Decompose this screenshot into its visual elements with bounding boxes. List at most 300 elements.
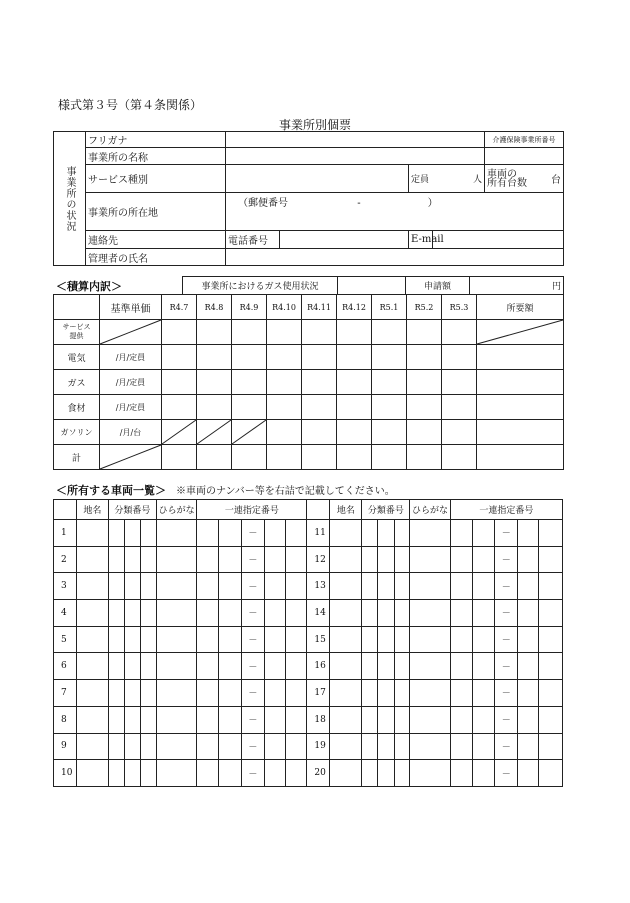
serial-no-cell[interactable]: [264, 546, 285, 573]
region-cell[interactable]: [330, 653, 362, 680]
calc-table: [53, 294, 564, 470]
serial-no-cell[interactable]: [518, 520, 539, 547]
serial-no-dash: －: [495, 546, 518, 573]
class-no-cell[interactable]: [124, 520, 141, 547]
phone-field[interactable]: [280, 231, 409, 249]
serial-no-cell[interactable]: [538, 706, 562, 733]
calc-cell[interactable]: [407, 345, 442, 370]
month-header-r4-8: R4.8: [197, 295, 232, 320]
serial-no-cell[interactable]: [450, 680, 472, 707]
class-no-cell[interactable]: [394, 546, 410, 573]
serial-no-cell[interactable]: [285, 733, 307, 760]
calc-cell[interactable]: [232, 445, 267, 470]
serial-no-cell[interactable]: [219, 733, 242, 760]
class-no-cell[interactable]: [124, 760, 141, 787]
vehicle-row: [54, 626, 563, 653]
serial-no-dash: －: [241, 653, 264, 680]
care-insurance-no-field[interactable]: [485, 148, 564, 165]
serial-no-cell[interactable]: [472, 680, 495, 707]
calc-cell[interactable]: [267, 370, 302, 395]
serial-no-cell[interactable]: [264, 520, 285, 547]
serial-no-cell[interactable]: [518, 760, 539, 787]
vehicle-row: [54, 520, 563, 547]
address-label: 事業所の所在地: [86, 193, 226, 231]
class-no-cell[interactable]: [141, 733, 157, 760]
serial-no-cell[interactable]: [285, 680, 307, 707]
vehicle-row-number: 19: [307, 733, 330, 760]
serial-no-cell[interactable]: [472, 600, 495, 627]
hiragana-cell[interactable]: [410, 546, 451, 573]
class-no-cell[interactable]: [394, 573, 410, 600]
region-cell[interactable]: [76, 706, 108, 733]
hiragana-cell[interactable]: [156, 520, 197, 547]
calc-cell[interactable]: [302, 395, 337, 420]
capacity-label: 定員: [409, 165, 433, 193]
hiragana-cell[interactable]: [410, 733, 451, 760]
class-no-cell[interactable]: [141, 546, 157, 573]
office-name-field[interactable]: [226, 148, 485, 165]
class-no-cell[interactable]: [141, 573, 157, 600]
class-no-cell[interactable]: [109, 520, 125, 547]
hiragana-cell[interactable]: [156, 600, 197, 627]
class-no-cell[interactable]: [394, 653, 410, 680]
region-cell[interactable]: [76, 520, 108, 547]
diagonal-line: [477, 320, 563, 344]
class-no-cell[interactable]: [141, 706, 157, 733]
calc-cell[interactable]: [197, 395, 232, 420]
email-field[interactable]: [433, 231, 564, 249]
serial-no-cell[interactable]: [472, 760, 495, 787]
serial-no-cell[interactable]: [538, 653, 562, 680]
calc-cell[interactable]: [337, 320, 372, 345]
class-no-cell[interactable]: [109, 600, 125, 627]
vehicle-count-unit: 台: [513, 165, 564, 193]
calc-heading: ＜積算内訳＞: [56, 280, 122, 293]
gas-usage-label: 事業所におけるガス使用状況: [183, 277, 338, 295]
serial-no-dash: －: [495, 733, 518, 760]
calc-cell[interactable]: [302, 420, 337, 445]
calc-cell[interactable]: [232, 345, 267, 370]
month-header-r4-7: R4.7: [162, 295, 197, 320]
region-cell[interactable]: [76, 680, 108, 707]
calc-cell[interactable]: [477, 370, 564, 395]
gas-usage-field[interactable]: [338, 277, 406, 295]
serial-no-cell[interactable]: [450, 706, 472, 733]
class-no-cell[interactable]: [109, 680, 125, 707]
serial-no-cell[interactable]: [264, 760, 285, 787]
serial-no-cell[interactable]: [450, 520, 472, 547]
region-cell[interactable]: [76, 573, 108, 600]
calc-cell[interactable]: [267, 345, 302, 370]
gas-unit: /月/定員: [100, 370, 162, 395]
hiragana-cell[interactable]: [410, 626, 451, 653]
hiragana-cell[interactable]: [410, 680, 451, 707]
class-no-cell[interactable]: [394, 600, 410, 627]
serial-no-cell[interactable]: [219, 626, 242, 653]
calc-cell[interactable]: [232, 395, 267, 420]
class-no-cell[interactable]: [109, 760, 125, 787]
class-no-cell[interactable]: [141, 626, 157, 653]
region-cell[interactable]: [76, 733, 108, 760]
calc-cell[interactable]: [442, 445, 477, 470]
serial-no-cell[interactable]: [197, 626, 219, 653]
region-cell[interactable]: [330, 733, 362, 760]
serial-no-cell[interactable]: [472, 546, 495, 573]
serial-no-dash: －: [241, 706, 264, 733]
calc-cell[interactable]: [232, 320, 267, 345]
serial-no-cell[interactable]: [264, 733, 285, 760]
region-cell[interactable]: [330, 573, 362, 600]
class-no-cell[interactable]: [141, 600, 157, 627]
vehicle-row: [54, 733, 563, 760]
serial-no-cell[interactable]: [219, 600, 242, 627]
serial-no-dash: －: [495, 706, 518, 733]
serial-no-cell[interactable]: [197, 760, 219, 787]
hiragana-cell[interactable]: [410, 706, 451, 733]
serial-no-dash: －: [495, 653, 518, 680]
hiragana-cell[interactable]: [410, 520, 451, 547]
class-no-cell[interactable]: [109, 733, 125, 760]
serial-no-cell[interactable]: [518, 653, 539, 680]
gasoline-slash-cell: [162, 420, 197, 445]
hiragana-cell[interactable]: [156, 653, 197, 680]
serial-no-cell[interactable]: [219, 520, 242, 547]
vehicle-table: [53, 499, 563, 787]
class-no-cell[interactable]: [362, 653, 378, 680]
serial-no-cell[interactable]: [197, 600, 219, 627]
calc-cell[interactable]: [337, 395, 372, 420]
region-cell[interactable]: [76, 546, 108, 573]
serial-no-cell[interactable]: [538, 520, 562, 547]
region-cell[interactable]: [76, 653, 108, 680]
region-cell[interactable]: [330, 760, 362, 787]
region-cell[interactable]: [76, 760, 108, 787]
calc-cell[interactable]: [302, 370, 337, 395]
serial-no-cell[interactable]: [264, 626, 285, 653]
region-cell[interactable]: [76, 626, 108, 653]
serial-no-cell[interactable]: [518, 546, 539, 573]
serial-no-cell[interactable]: [450, 546, 472, 573]
calc-cell[interactable]: [267, 320, 302, 345]
class-no-cell[interactable]: [378, 706, 395, 733]
address-field[interactable]: [226, 210, 564, 231]
manager-name-field[interactable]: [226, 249, 564, 266]
class-no-cell[interactable]: [362, 600, 378, 627]
row-label-service: [54, 320, 100, 345]
serial-no-cell[interactable]: [219, 706, 242, 733]
serial-no-cell[interactable]: [197, 680, 219, 707]
postal-code-field[interactable]: [226, 193, 564, 210]
calc-cell[interactable]: [337, 445, 372, 470]
request-amount-field[interactable]: [470, 277, 564, 295]
class-no-cell[interactable]: [124, 680, 141, 707]
serial-no-cell[interactable]: [264, 706, 285, 733]
serial-no-cell[interactable]: [264, 600, 285, 627]
vehicle-row-number: 17: [307, 680, 330, 707]
serial-no-cell[interactable]: [472, 706, 495, 733]
serial-no-cell[interactable]: [518, 706, 539, 733]
hiragana-cell[interactable]: [156, 626, 197, 653]
vehicle-row-number: 3: [54, 573, 77, 600]
serial-no-cell[interactable]: [518, 626, 539, 653]
region-cell[interactable]: [330, 680, 362, 707]
serial-no-cell[interactable]: [450, 653, 472, 680]
calc-cell[interactable]: [372, 445, 407, 470]
vehicle-row-number: 9: [54, 733, 77, 760]
hiragana-header: ひらがな: [410, 500, 451, 520]
class-no-cell[interactable]: [124, 573, 141, 600]
hiragana-cell[interactable]: [156, 760, 197, 787]
calc-cell[interactable]: [407, 370, 442, 395]
calc-cell[interactable]: [372, 420, 407, 445]
calc-cell[interactable]: [302, 445, 337, 470]
class-no-header: 分類番号: [362, 500, 410, 520]
calc-cell[interactable]: [477, 395, 564, 420]
class-no-cell[interactable]: [378, 733, 395, 760]
serial-no-cell[interactable]: [285, 573, 307, 600]
postal-dash: -: [357, 197, 361, 209]
serial-no-cell[interactable]: [285, 600, 307, 627]
vehicle-row-number: 5: [54, 626, 77, 653]
serial-no-cell[interactable]: [197, 520, 219, 547]
calc-cell[interactable]: [162, 395, 197, 420]
hiragana-cell[interactable]: [156, 706, 197, 733]
serial-no-cell[interactable]: [197, 546, 219, 573]
serial-no-cell[interactable]: [450, 573, 472, 600]
calc-cell[interactable]: [267, 420, 302, 445]
calc-cell[interactable]: [407, 320, 442, 345]
calc-cell[interactable]: [162, 370, 197, 395]
hiragana-cell[interactable]: [156, 573, 197, 600]
class-no-cell[interactable]: [124, 600, 141, 627]
serial-no-cell[interactable]: [472, 733, 495, 760]
diagonal-line: [100, 320, 161, 344]
request-amount-unit: 円: [551, 282, 561, 292]
serial-no-cell[interactable]: [538, 733, 562, 760]
class-no-cell[interactable]: [124, 733, 141, 760]
month-header-r4-9: R4.9: [232, 295, 267, 320]
class-no-cell[interactable]: [141, 680, 157, 707]
serial-no-cell[interactable]: [538, 600, 562, 627]
calc-cell[interactable]: [372, 320, 407, 345]
serial-no-cell[interactable]: [285, 626, 307, 653]
class-no-cell[interactable]: [362, 733, 378, 760]
gasoline-unit: /月/台: [100, 420, 162, 445]
calc-cell[interactable]: [407, 445, 442, 470]
serial-no-cell[interactable]: [518, 600, 539, 627]
calc-cell[interactable]: [407, 420, 442, 445]
serial-no-cell[interactable]: [518, 680, 539, 707]
serial-no-cell[interactable]: [538, 680, 562, 707]
month-header-r4-12: R4.12: [337, 295, 372, 320]
class-no-cell[interactable]: [378, 600, 395, 627]
serial-no-cell[interactable]: [472, 626, 495, 653]
hiragana-header: ひらがな: [156, 500, 197, 520]
class-no-cell[interactable]: [109, 706, 125, 733]
serial-no-dash: －: [241, 520, 264, 547]
region-cell[interactable]: [330, 706, 362, 733]
region-cell[interactable]: [330, 520, 362, 547]
serial-no-cell[interactable]: [219, 680, 242, 707]
service-type-field[interactable]: [226, 165, 409, 193]
calc-cell[interactable]: [302, 345, 337, 370]
calc-cell[interactable]: [337, 420, 372, 445]
calc-cell[interactable]: [442, 345, 477, 370]
class-no-cell[interactable]: [378, 520, 395, 547]
class-no-cell[interactable]: [378, 680, 395, 707]
calc-cell[interactable]: [407, 395, 442, 420]
calc-cell[interactable]: [162, 320, 197, 345]
class-no-cell[interactable]: [124, 653, 141, 680]
class-no-cell[interactable]: [124, 626, 141, 653]
class-no-cell[interactable]: [109, 653, 125, 680]
serial-no-cell[interactable]: [472, 653, 495, 680]
region-cell[interactable]: [330, 626, 362, 653]
class-no-cell[interactable]: [394, 706, 410, 733]
calc-cell[interactable]: [442, 395, 477, 420]
class-no-cell[interactable]: [362, 626, 378, 653]
class-no-cell[interactable]: [394, 520, 410, 547]
class-no-cell[interactable]: [124, 706, 141, 733]
serial-no-cell[interactable]: [285, 520, 307, 547]
class-no-cell[interactable]: [378, 760, 395, 787]
calc-cell[interactable]: [197, 370, 232, 395]
calc-cell[interactable]: [337, 345, 372, 370]
class-no-cell[interactable]: [378, 546, 395, 573]
class-no-cell[interactable]: [141, 760, 157, 787]
calc-cell[interactable]: [197, 445, 232, 470]
hiragana-cell[interactable]: [156, 680, 197, 707]
serial-no-cell[interactable]: [450, 626, 472, 653]
hiragana-cell[interactable]: [156, 546, 197, 573]
class-no-cell[interactable]: [109, 626, 125, 653]
region-header: 地名: [76, 500, 108, 520]
service-type-label: サービス種別: [86, 165, 226, 193]
calc-cell[interactable]: [372, 370, 407, 395]
serial-no-cell[interactable]: [264, 653, 285, 680]
class-no-cell[interactable]: [378, 573, 395, 600]
vehicle-row-number: 16: [307, 653, 330, 680]
serial-no-cell[interactable]: [264, 680, 285, 707]
calc-cell[interactable]: [197, 345, 232, 370]
region-header: 地名: [330, 500, 362, 520]
calc-cell[interactable]: [162, 345, 197, 370]
serial-no-cell[interactable]: [538, 573, 562, 600]
serial-no-cell[interactable]: [518, 733, 539, 760]
month-header-r5-1: R5.1: [372, 295, 407, 320]
serial-no-cell[interactable]: [264, 573, 285, 600]
serial-no-cell[interactable]: [285, 653, 307, 680]
class-no-cell[interactable]: [362, 760, 378, 787]
care-insurance-no-label: 介護保険事業所番号: [485, 132, 564, 148]
class-no-cell[interactable]: [141, 520, 157, 547]
class-no-cell[interactable]: [378, 653, 395, 680]
class-no-cell[interactable]: [394, 680, 410, 707]
class-no-cell[interactable]: [362, 573, 378, 600]
calc-cell[interactable]: [267, 445, 302, 470]
region-cell[interactable]: [330, 600, 362, 627]
serial-no-cell[interactable]: [285, 546, 307, 573]
calc-cell[interactable]: [197, 320, 232, 345]
serial-no-cell[interactable]: [450, 733, 472, 760]
calc-cell[interactable]: [337, 370, 372, 395]
class-no-cell[interactable]: [362, 546, 378, 573]
serial-no-cell[interactable]: [219, 573, 242, 600]
class-no-cell[interactable]: [378, 626, 395, 653]
serial-no-cell[interactable]: [285, 760, 307, 787]
hiragana-cell[interactable]: [410, 600, 451, 627]
calc-cell[interactable]: [477, 345, 564, 370]
office-status-label: 事業所の状況: [54, 132, 86, 266]
class-no-cell[interactable]: [109, 573, 125, 600]
gasoline-slash-cell: [232, 420, 267, 445]
calc-cell[interactable]: [442, 320, 477, 345]
hiragana-cell[interactable]: [410, 573, 451, 600]
class-no-cell[interactable]: [109, 546, 125, 573]
serial-no-cell[interactable]: [450, 760, 472, 787]
serial-no-cell[interactable]: [197, 733, 219, 760]
calc-cell[interactable]: [372, 395, 407, 420]
furigana-field[interactable]: [226, 132, 485, 148]
hiragana-cell[interactable]: [410, 760, 451, 787]
region-cell[interactable]: [76, 600, 108, 627]
serial-no-cell[interactable]: [219, 653, 242, 680]
calc-cell[interactable]: [442, 370, 477, 395]
class-no-cell[interactable]: [141, 653, 157, 680]
serial-no-cell[interactable]: [197, 653, 219, 680]
serial-no-cell[interactable]: [197, 706, 219, 733]
serial-no-cell[interactable]: [538, 626, 562, 653]
class-no-cell[interactable]: [394, 626, 410, 653]
calc-cell[interactable]: [162, 445, 197, 470]
class-no-cell[interactable]: [362, 706, 378, 733]
calc-cell[interactable]: [477, 445, 564, 470]
hiragana-cell[interactable]: [156, 733, 197, 760]
calc-cell[interactable]: [442, 420, 477, 445]
calc-cell[interactable]: [232, 370, 267, 395]
region-cell[interactable]: [330, 546, 362, 573]
class-no-cell[interactable]: [362, 680, 378, 707]
row-label-service-line1: サービス: [62, 323, 91, 331]
serial-no-cell[interactable]: [219, 546, 242, 573]
calc-cell[interactable]: [477, 420, 564, 445]
serial-no-dash: －: [241, 600, 264, 627]
serial-no-cell[interactable]: [538, 760, 562, 787]
serial-no-cell[interactable]: [197, 573, 219, 600]
calc-cell[interactable]: [267, 395, 302, 420]
form-number: 様式第３号（第４条関係）: [58, 98, 203, 112]
serial-no-cell[interactable]: [518, 573, 539, 600]
serial-no-dash: －: [495, 680, 518, 707]
vehicle-row-number: 1: [54, 520, 77, 547]
hiragana-cell[interactable]: [410, 653, 451, 680]
serial-no-cell[interactable]: [285, 706, 307, 733]
serial-no-cell[interactable]: [538, 546, 562, 573]
serial-no-dash: －: [241, 573, 264, 600]
serial-no-cell[interactable]: [472, 573, 495, 600]
serial-no-cell[interactable]: [450, 600, 472, 627]
class-no-cell[interactable]: [394, 733, 410, 760]
vehicle-row-number: 7: [54, 680, 77, 707]
diagonal-line: [100, 445, 161, 469]
serial-no-cell[interactable]: [219, 760, 242, 787]
class-no-cell[interactable]: [362, 520, 378, 547]
calc-cell[interactable]: [372, 345, 407, 370]
class-no-cell[interactable]: [124, 546, 141, 573]
serial-no-cell[interactable]: [472, 520, 495, 547]
class-no-cell[interactable]: [394, 760, 410, 787]
calc-cell[interactable]: [302, 320, 337, 345]
